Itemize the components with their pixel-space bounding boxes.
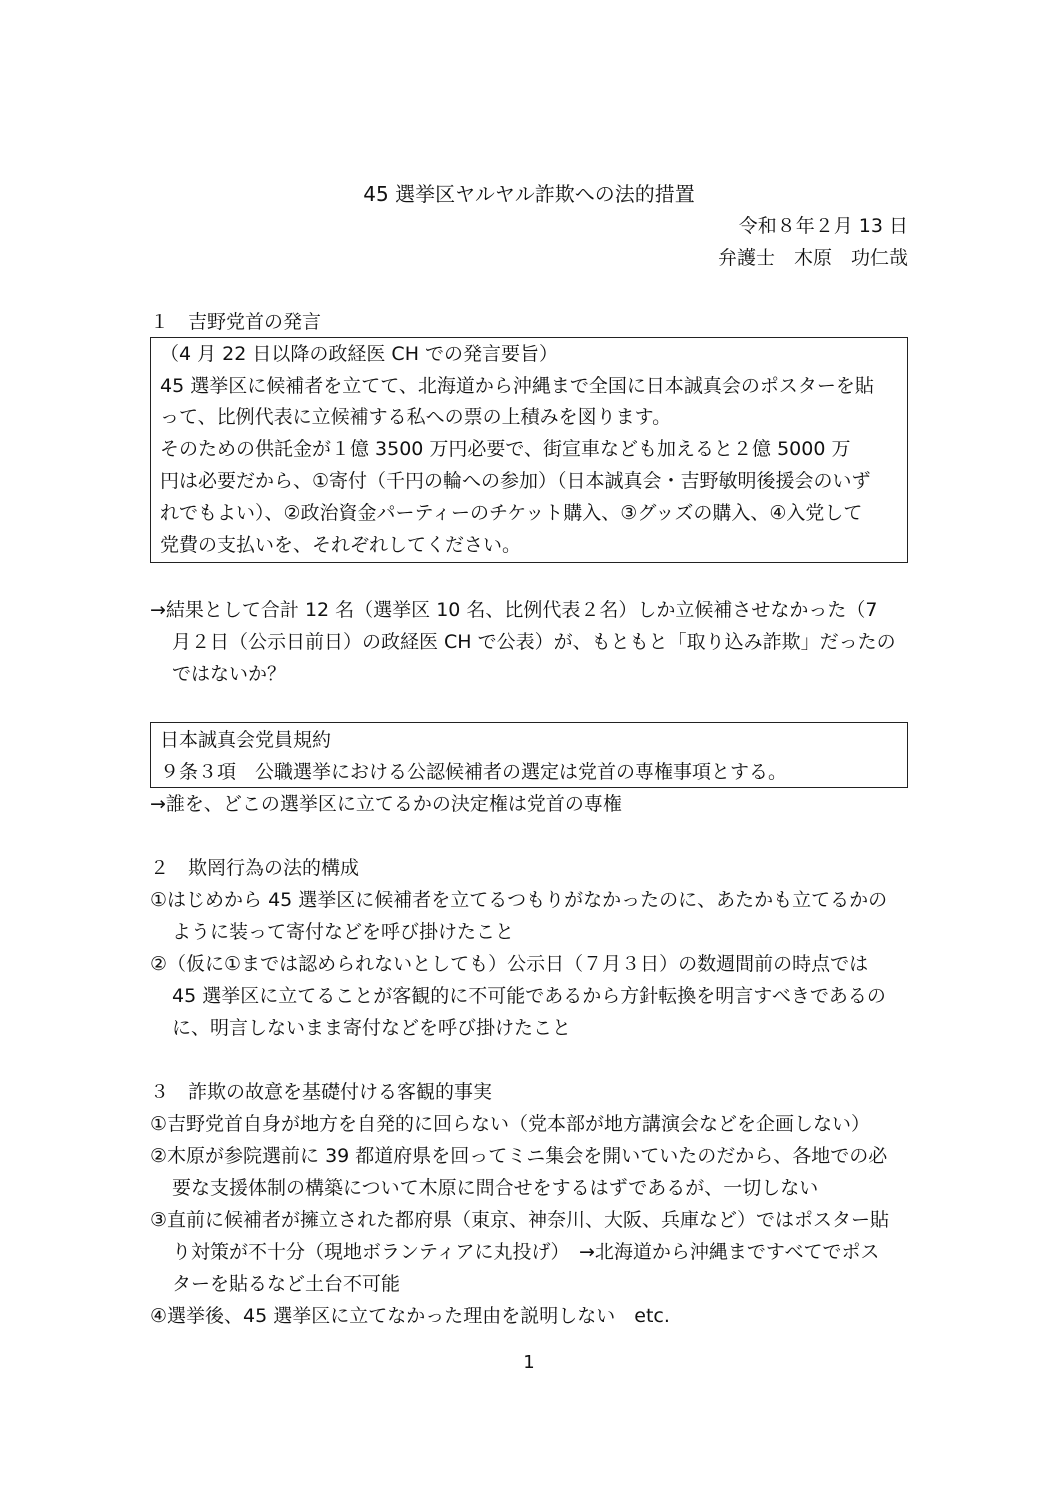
page-number: 1 (523, 1352, 535, 1373)
section3-line: ④選挙後、45 選挙区に立てなかった理由を説明しない etc. (150, 1305, 670, 1327)
quote-line: れでもよい）、②政治資金パーティーのチケット購入、③グッズの購入、④入党して (160, 502, 863, 524)
quote-line: そのための供託金が１億 3500 万円必要で、街宣車なども加えると２億 5000 万 (160, 438, 851, 460)
section2-line: ①はじめから 45 選挙区に候補者を立てるつもりがなかったのに、あたかも立てるかの (150, 889, 888, 911)
section3-line: ターを貼るなど土台不可能 (172, 1273, 401, 1295)
quote-line: 45 選挙区に候補者を立てて、北海道から沖縄まで全国に日本誠真会のポスターを貼 (160, 375, 874, 397)
section3-line: ③直前に候補者が擁立された都府県（東京、神奈川、大阪、兵庫など）ではポスター貼 (150, 1209, 890, 1231)
quote-line: 円は必要だから、①寄付（千円の輪への参加）（日本誠真会・吉野敏明後援会のいず (160, 470, 871, 492)
section3-line: り対策が不十分（現地ボランティアに丸投げ） →北海道から沖縄まですべてでポス (172, 1241, 880, 1263)
section1-heading: １ 吉野党首の発言 (150, 311, 322, 333)
section3-heading: ３ 詐欺の故意を基礎付ける客観的事実 (150, 1081, 493, 1103)
section2-line: ように装って寄付などを呼び掛けたこと (172, 921, 515, 943)
document-author: 弁護士 木原 功仁哉 (717, 247, 908, 269)
section3-line: ②木原が参院選前に 39 都道府県を回ってミニ集会を開いていたのだから、各地での必 (150, 1145, 888, 1167)
section2-line: ②（仮に①までは認められないとしても）公示日（７月３日）の数週間前の時点では (150, 953, 869, 975)
rules-line: 日本誠真会党員規約 (160, 729, 332, 751)
document-date: 令和８年２月 13 日 (738, 215, 908, 237)
rules-note: →誰を、どこの選挙区に立てるかの決定権は党首の専権 (150, 793, 622, 815)
section2-heading: ２ 欺罔行為の法的構成 (150, 857, 360, 879)
quote-line: 党費の支払いを、それぞれしてください。 (160, 534, 522, 556)
section2-line: に、明言しないまま寄付などを呼び掛けたこと (172, 1017, 572, 1039)
quote-line: （4 月 22 日以降の政経医 CH での発言要旨） (160, 343, 559, 365)
result-line: ではないか？ (172, 663, 287, 685)
result-line: →結果として合計 12 名（選挙区 10 名、比例代表２名）しか立候補させなかった（7 (150, 599, 878, 621)
section2-line: 45 選挙区に立てることが客観的に不可能であるから方針転換を明言すべきであるの (172, 985, 886, 1007)
quote-line: って、比例代表に立候補する私への票の上積みを図ります。 (160, 406, 672, 428)
document-title: 45 選挙区ヤルヤル詐欺への法的措置 (363, 182, 695, 206)
rules-line: ９条３項 公職選挙における公認候補者の選定は党首の専権事項とする。 (160, 761, 788, 783)
result-line: 月２日（公示日前日）の政経医 CH で公表）が、もともと「取り込み詐欺」だったの (172, 631, 896, 653)
section3-line: ①吉野党首自身が地方を自発的に回らない（党本部が地方講演会などを企画しない） (150, 1113, 871, 1135)
section3-line: 要な支援体制の構築について木原に問合せをするはずであるが、一切しない (172, 1177, 819, 1199)
